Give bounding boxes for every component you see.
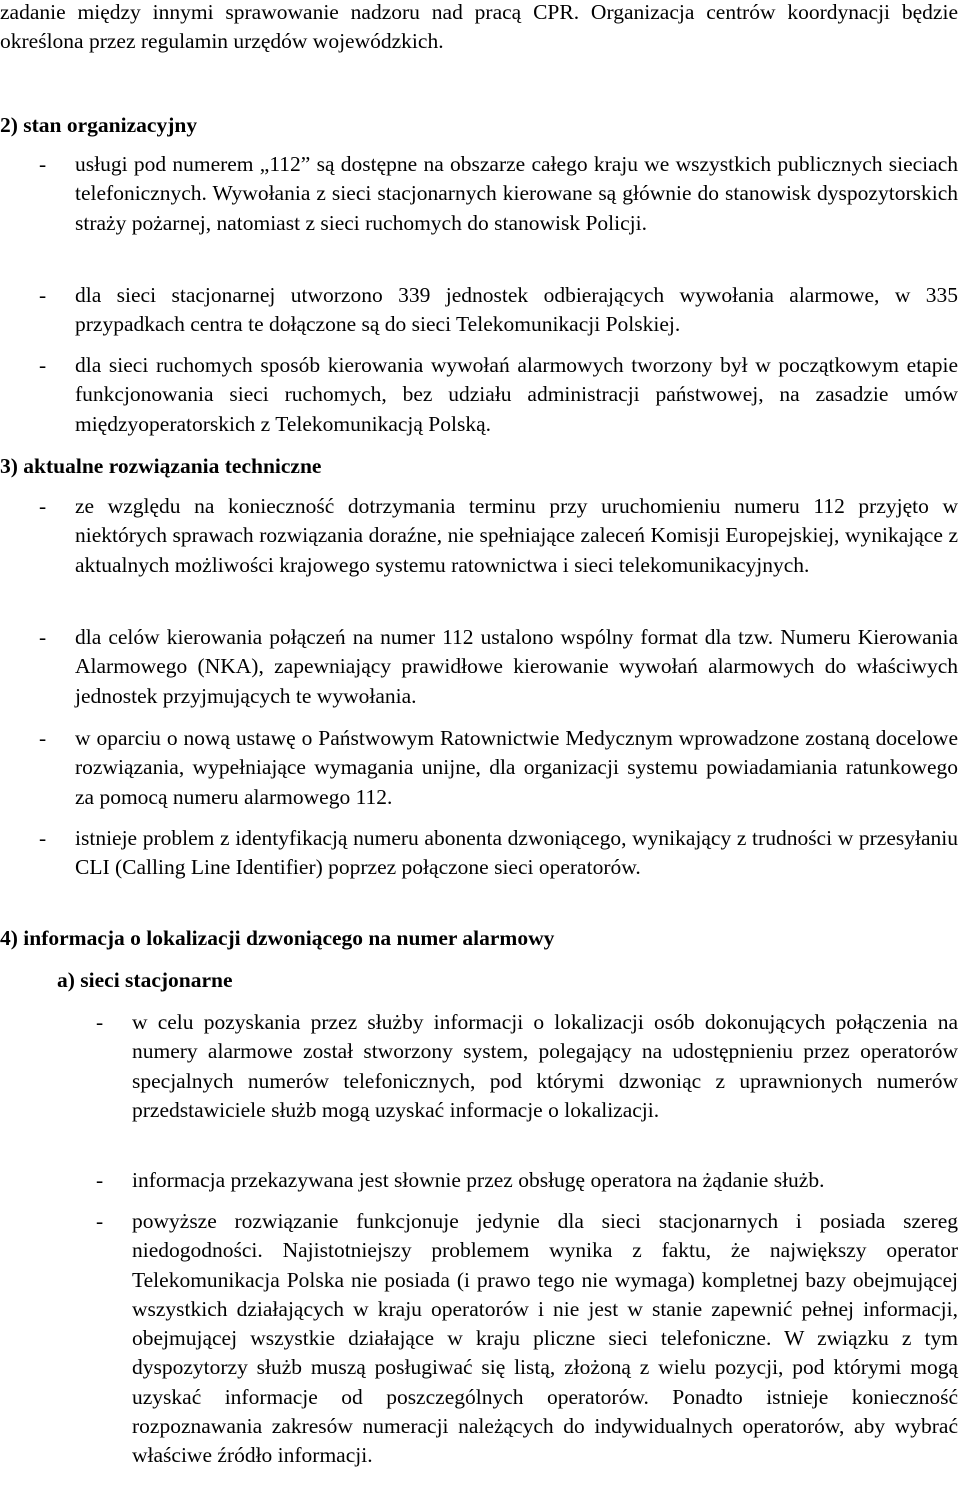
section-3-heading: 3) aktualne rozwiązania techniczne: [0, 454, 322, 478]
list-item: [96, 1166, 958, 1195]
list-item: [39, 150, 958, 238]
list-dash: -: [39, 283, 47, 307]
list-item-text: ze względu na konieczność dotrzymania terminu przy uruchomieniu numeru 112 przyjęto w niektórych sprawach rozwiązania doraźne, nie spełniające zaleceń Komisji Europejskiej, wynikające z aktualnych możliwości krajowego systemu ratownictwa i sieci telekomunikacyjnych.: [75, 494, 958, 577]
list-dash: -: [39, 625, 47, 649]
section-4a-subheading: a) sieci stacjonarne: [57, 968, 233, 992]
list-dash: -: [96, 1209, 104, 1233]
list-item: [39, 281, 958, 340]
list-item: [39, 351, 958, 439]
section-2-heading: 2) stan organizacyjny: [0, 113, 198, 137]
list-item-text: w oparciu o nową ustawę o Państwowym Ratownictwie Medycznym wprowadzone zostaną docelowe rozwiązania, wypełniające wymagania unijne, dla organizacji systemu powiadamiania ratunkowego za pomocą numeru alarmowego 112.: [75, 726, 958, 809]
list-dash: -: [39, 826, 47, 850]
list-item-text: w celu pozyskania przez służby informacji o lokalizacji osób dokonujących połączenia na numery alarmowe został stworzony system, polegający na udostępnieniu przez operatorów specjalnych numerów telefonicznych, pod którymi dzwoniąc z uprawnionych numerów przedstawiciele służb mogą uzyskać informacje o lokalizacji.: [132, 1010, 958, 1122]
list-dash: -: [39, 494, 47, 518]
list-item-text: informacja przekazywana jest słownie przez obsługę operatora na żądanie służb.: [132, 1168, 825, 1192]
list-item: [96, 1008, 958, 1125]
list-dash: -: [96, 1168, 104, 1192]
list-dash: -: [96, 1010, 104, 1034]
list-item-text: istnieje problem z identyfikacją numeru abonenta dzwoniącego, wynikający z trudności w przesyłaniu CLI (Calling Line Identifier) poprzez połączone sieci operatorów.: [75, 826, 958, 880]
list-item-text: dla sieci stacjonarnej utworzono 339 jednostek odbierających wywołania alarmowe, w 335 przypadkach centra te dołączone są do sieci Telekomunikacji Polskiej.: [75, 283, 958, 337]
list-item-text: dla sieci ruchomych sposób kierowania wywołań alarmowych tworzony był w początkowym etapie funkcjonowania sieci ruchomych, bez udziału administracji państwowej, na zasadzie umów międzyoperatorskich z Telekomunikacją Polską.: [75, 353, 958, 436]
list-dash: -: [39, 152, 47, 176]
list-item: [39, 724, 958, 812]
list-item-text: usługi pod numerem „112” są dostępne na obszarze całego kraju we wszystkich publicznych sieciach telefonicznych. Wywołania z sieci stacjonarnych kierowane są głównie do stanowisk dyspozytorskich straży pożarnej, natomiast z sieci ruchomych do stanowisk Policji.: [75, 152, 958, 235]
list-dash: -: [39, 353, 47, 377]
list-item-text: powyższe rozwiązanie funkcjonuje jedynie dla sieci stacjonarnych i posiada szereg niedogodności. Najistotniejszy problemem wynika z faktu, że największy operator Telekomunikacja Polska nie posiada (i prawo tego nie wymaga) kompletnej bazy obejmującej wszystkich działających w kraju operatorów i nie jest w stanie zapewnić pełnej informacji, obejmującej wszystkie działające w kraju pliczne sieci telefoniczne. W związku z tym dyspozytorzy służb muszą posługiwać się listą, złożoną z wielu pozycji, pod którymi mogą uzyskać informacje od poszczególnych operatorów. Ponadto istnieje konieczność rozpoznawania zakresów numeracji należących do indywidualnych operatorów, aby wybrać właściwe źródło informacji.: [132, 1209, 958, 1468]
list-dash: -: [39, 726, 47, 750]
list-item: [39, 824, 958, 883]
list-item: [96, 1207, 958, 1471]
intro-paragraph: zadanie między innymi sprawowanie nadzoru nad pracą CPR. Organizacja centrów koordynacji będzie określona przez regulamin urzędów wojewódzkich.: [0, 0, 958, 54]
list-item-text: dla celów kierowania połączeń na numer 112 ustalono wspólny format dla tzw. Numeru Kierowania Alarmowego (NKA), zapewniający prawidłowe kierowanie wywołań alarmowych do właściwych jednostek przyjmujących te wywołania.: [75, 625, 958, 708]
list-item: [39, 492, 958, 580]
list-item: [39, 623, 958, 711]
section-4-heading: 4) informacja o lokalizacji dzwoniącego na numer alarmowy: [0, 926, 555, 950]
